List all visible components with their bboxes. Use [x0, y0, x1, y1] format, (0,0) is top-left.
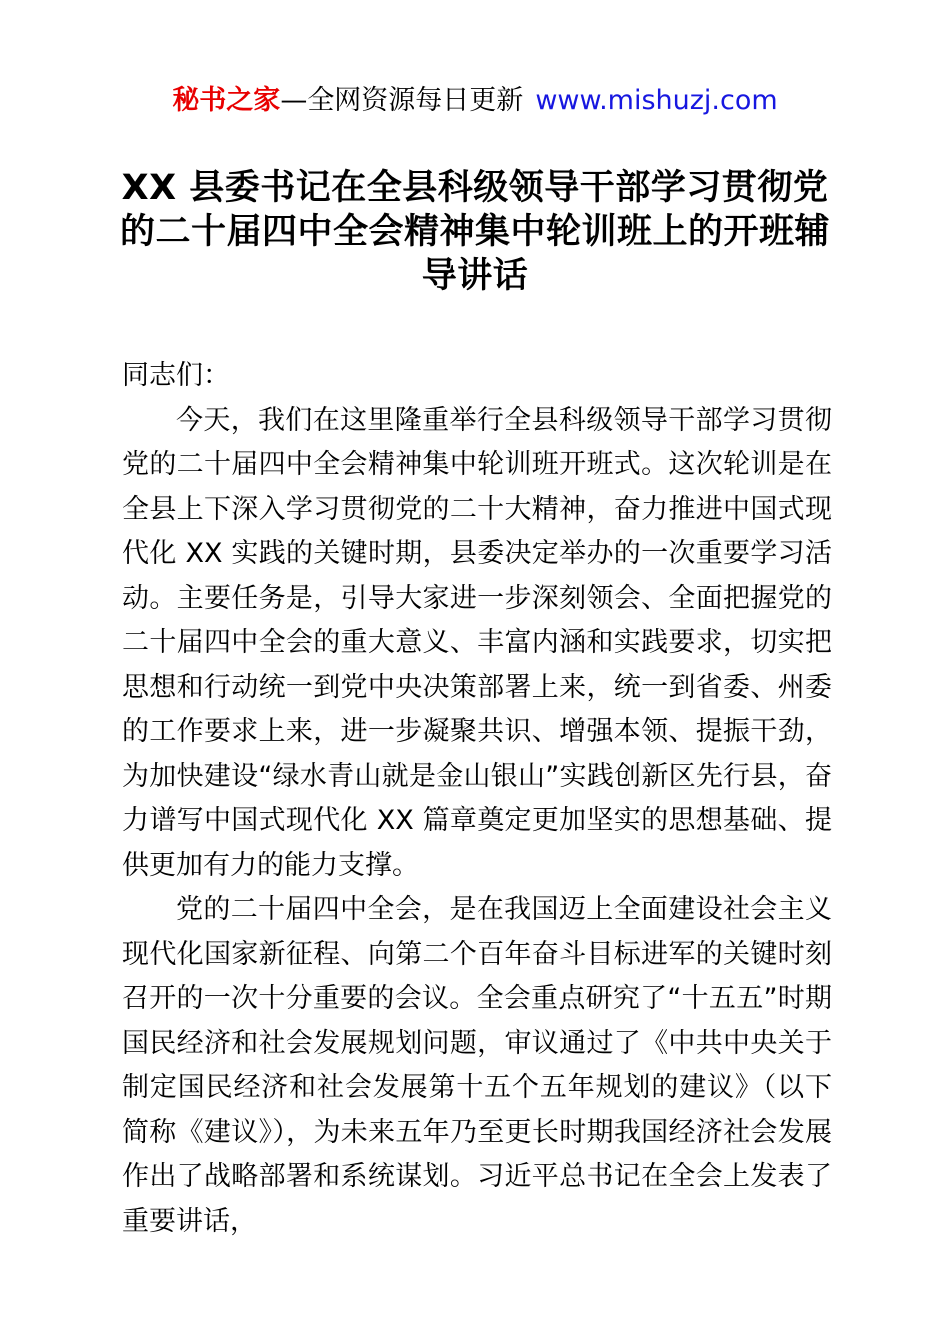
document-body: [122, 354, 832, 1244]
site-url-link[interactable]: www.mishuzj.com: [535, 85, 778, 116]
site-tagline: —全网资源每日更新: [280, 85, 524, 116]
paragraph-body-2: 党的二十届四中全会，是在我国迈上全面建设社会主义现代化国家新征程、向第二个百年奋斗目标进军的关键时刻召开的一次十分重要的会议。全会重点研究了“十五五”时期国民经济和社会发展规划问题，审议通过了《中共中央关于制定国民经济和社会发展第十五个五年规划的建议》（以下简称《建议》），为未来五年乃至更长时期我国经济社会发展作出了战略部署和系统谋划。习近平总书记在全会上发表了重要讲话，: [122, 894, 832, 1237]
paragraph-salutation: 同志们：: [122, 360, 230, 391]
paragraph-body-1: 今天，我们在这里隆重举行全县科级领导干部学习贯彻党的二十届四中全会精神集中轮训班开班式。这次轮训是在全县上下深入学习贯彻党的二十大精神，奋力推进中国式现代化 XX 实践的关键时期，县委决定举办的一次重要学习活动。主要任务是，引导大家进一步深刻领会、全面把握党的二十届四中全会的重大意义、丰富内涵和实践要求，切实把思想和行动统一到党中央决策部署上来，统一到省委、州委的工作要求上来，进一步凝聚共识、增强本领、提振干劲，为加快建设“绿水青山就是金山银山”实践创新区先行县，奋力谱写中国式现代化 XX 篇章奠定更加坚实的思想基础、提供更加有力的能力支撑。: [122, 404, 832, 881]
document-title: XX 县委书记在全县科级领导干部学习贯彻党的二十届四中全会精神集中轮训班上的开班辅导讲话: [119, 168, 830, 296]
site-brand: 秘书之家: [172, 85, 281, 116]
site-header: [0, 0, 950, 116]
